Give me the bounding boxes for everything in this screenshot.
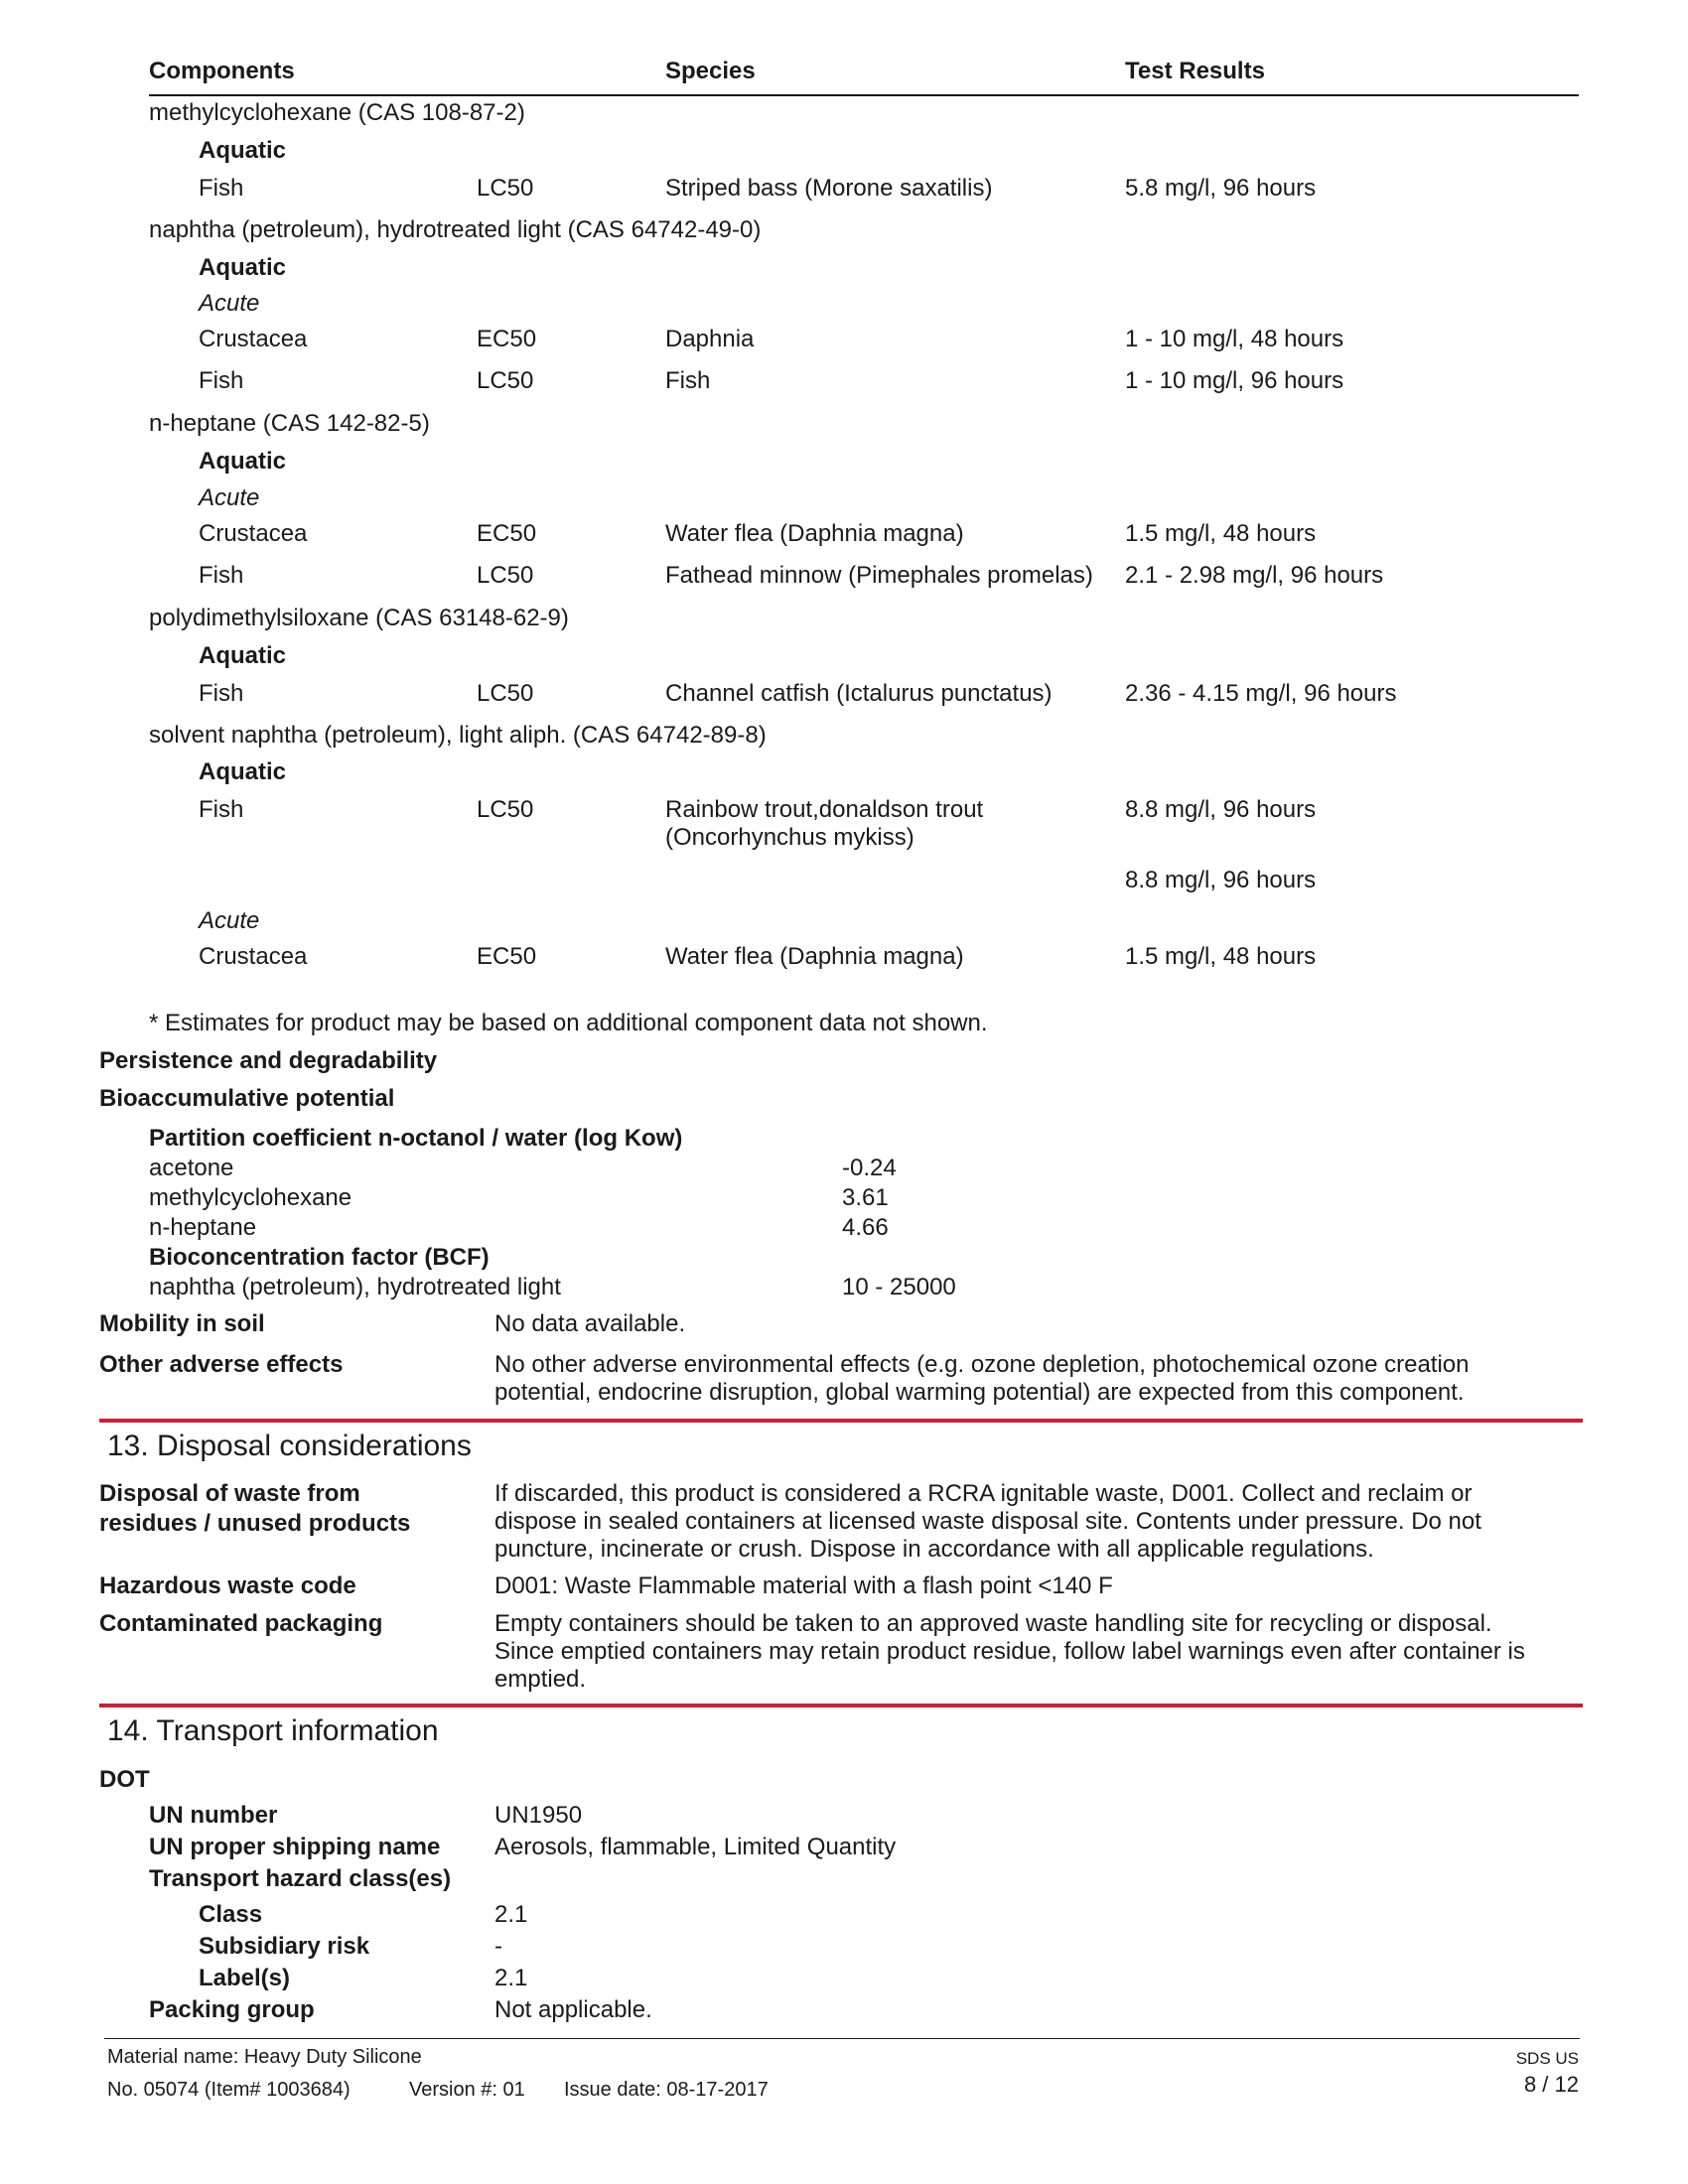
species: Fathead minnow (Pimephales promelas) [665, 562, 1093, 589]
labels-label: Label(s) [199, 1965, 291, 1991]
test-type: LC50 [477, 562, 534, 589]
disposal-text: puncture, incinerate or crush. Dispose in accordance with all applicable regulations. [494, 1536, 1374, 1563]
species: Striped bass (Morone saxatilis) [665, 175, 993, 202]
footer-product-number: No. 05074 (Item# 1003684) [107, 2079, 351, 2101]
test-result: 1.5 mg/l, 48 hours [1125, 943, 1317, 970]
packaging-label: Contaminated packaging [99, 1610, 383, 1637]
organism: Crustacea [199, 943, 308, 970]
component-name: solvent naphtha (petroleum), light aliph. (CAS 64742-89-8) [149, 722, 767, 749]
test-result: 1 - 10 mg/l, 48 hours [1125, 326, 1344, 352]
test-result: 1.5 mg/l, 48 hours [1125, 520, 1317, 547]
other-effects-line: potential, endocrine disruption, global warming potential) are expected from this component. [494, 1379, 1465, 1406]
species: Rainbow trout,donaldson trout [665, 796, 984, 823]
test-type: LC50 [477, 367, 534, 394]
packing-group-value: Not applicable. [494, 1996, 652, 2023]
table-header-rule [149, 94, 1579, 96]
disposal-text: If discarded, this product is considered a RCRA ignitable waste, D001. Collect and reclaim or [494, 1480, 1473, 1507]
test-type: LC50 [477, 796, 534, 823]
acute-label: Acute [199, 484, 260, 511]
acute-label: Acute [199, 290, 260, 317]
test-result: 2.36 - 4.15 mg/l, 96 hours [1125, 680, 1397, 707]
partition-row-value: 4.66 [842, 1214, 889, 1241]
organism: Crustacea [199, 326, 308, 352]
packaging-text: Since emptied containers may retain product residue, follow label warnings even after container is [494, 1638, 1525, 1665]
species: Channel catfish (Ictalurus punctatus) [665, 680, 1053, 707]
acute-label: Acute [199, 907, 260, 934]
component-name: naphtha (petroleum), hydrotreated light (CAS 64742-49-0) [149, 216, 762, 243]
dot-label: DOT [99, 1766, 150, 1793]
packing-group-label: Packing group [149, 1996, 315, 2023]
mobility-value: No data available. [494, 1310, 686, 1337]
un-number-label: UN number [149, 1802, 278, 1829]
test-result: 2.1 - 2.98 mg/l, 96 hours [1125, 562, 1384, 589]
footer-issue-date: Issue date: 08-17-2017 [564, 2079, 769, 2101]
test-type: EC50 [477, 326, 537, 352]
labels-value: 2.1 [494, 1965, 528, 1991]
shipping-name-value: Aerosols, flammable, Limited Quantity [494, 1834, 897, 1860]
class-label: Class [199, 1901, 263, 1928]
section-divider [99, 1419, 1583, 1423]
species: Daphnia [665, 326, 755, 352]
un-number-value: UN1950 [494, 1802, 583, 1829]
organism: Fish [199, 367, 244, 394]
test-type: LC50 [477, 175, 534, 202]
disposal-label: residues / unused products [99, 1510, 411, 1537]
species: Water flea (Daphnia magna) [665, 943, 964, 970]
species: Water flea (Daphnia magna) [665, 520, 964, 547]
component-name: methylcyclohexane (CAS 108-87-2) [149, 99, 525, 126]
aquatic-label: Aquatic [199, 758, 287, 785]
col-header-components: Components [149, 58, 295, 84]
footer-sds-us: SDS US [1515, 2049, 1579, 2068]
subsidiary-risk-label: Subsidiary risk [199, 1933, 370, 1960]
partition-row-name: methylcyclohexane [149, 1184, 352, 1211]
organism: Fish [199, 680, 244, 707]
species: Fish [665, 367, 711, 394]
test-result: 8.8 mg/l, 96 hours [1125, 867, 1317, 893]
partition-row-name: acetone [149, 1155, 234, 1181]
test-type: EC50 [477, 520, 537, 547]
disposal-text: dispose in sealed containers at licensed waste disposal site. Contents under pressure. Do not [494, 1508, 1481, 1535]
hazcode-label: Hazardous waste code [99, 1572, 356, 1599]
section-14-title: 14. Transport information [107, 1714, 439, 1747]
shipping-name-label: UN proper shipping name [149, 1834, 441, 1860]
organism: Fish [199, 175, 244, 202]
aquatic-label: Aquatic [199, 137, 287, 164]
disposal-label: Disposal of waste from [99, 1480, 360, 1507]
class-value: 2.1 [494, 1901, 528, 1928]
bcf-title: Bioconcentration factor (BCF) [149, 1244, 490, 1271]
aquatic-label: Aquatic [199, 448, 287, 475]
test-result: 5.8 mg/l, 96 hours [1125, 175, 1317, 202]
test-result: 1 - 10 mg/l, 96 hours [1125, 367, 1344, 394]
footer-rule [104, 2038, 1580, 2039]
hazard-class-label: Transport hazard class(es) [149, 1865, 452, 1892]
footer-version: Version #: 01 [409, 2079, 525, 2101]
bcf-value: 10 - 25000 [842, 1274, 956, 1300]
partition-row-name: n-heptane [149, 1214, 257, 1241]
packaging-text: Empty containers should be taken to an approved waste handling site for recycling or disposal. [494, 1610, 1492, 1637]
aquatic-label: Aquatic [199, 254, 287, 281]
persistence-label: Persistence and degradability [99, 1047, 438, 1074]
test-type: LC50 [477, 680, 534, 707]
packaging-text: emptied. [494, 1666, 587, 1693]
subsidiary-risk-value: - [494, 1933, 502, 1960]
partition-row-value: 3.61 [842, 1184, 889, 1211]
hazcode-value: D001: Waste Flammable material with a flash point <140 F [494, 1572, 1113, 1599]
other-effects-line: No other adverse environmental effects (e.g. ozone depletion, photochemical ozone creation [494, 1351, 1470, 1378]
partition-row-value: -0.24 [842, 1155, 897, 1181]
estimates-note: * Estimates for product may be based on additional component data not shown. [149, 1010, 988, 1036]
aquatic-label: Aquatic [199, 642, 287, 669]
col-header-species: Species [665, 58, 756, 84]
organism: Crustacea [199, 520, 308, 547]
other-effects-label: Other adverse effects [99, 1351, 344, 1378]
species: (Oncorhynchus mykiss) [665, 824, 914, 851]
organism: Fish [199, 796, 244, 823]
partition-title: Partition coefficient n-octanol / water (log Kow) [149, 1125, 683, 1152]
test-type: EC50 [477, 943, 537, 970]
footer-page-number: 8 / 12 [1523, 2072, 1579, 2097]
component-name: polydimethylsiloxane (CAS 63148-62-9) [149, 605, 569, 631]
mobility-label: Mobility in soil [99, 1310, 265, 1337]
col-header-test-results: Test Results [1125, 58, 1265, 84]
component-name: n-heptane (CAS 142-82-5) [149, 410, 430, 437]
bioaccumulative-label: Bioaccumulative potential [99, 1085, 395, 1112]
footer-material-name: Material name: Heavy Duty Silicone [107, 2046, 422, 2068]
section-13-title: 13. Disposal considerations [107, 1430, 472, 1462]
section-divider [99, 1704, 1583, 1707]
organism: Fish [199, 562, 244, 589]
bcf-name: naphtha (petroleum), hydrotreated light [149, 1274, 561, 1300]
test-result: 8.8 mg/l, 96 hours [1125, 796, 1317, 823]
